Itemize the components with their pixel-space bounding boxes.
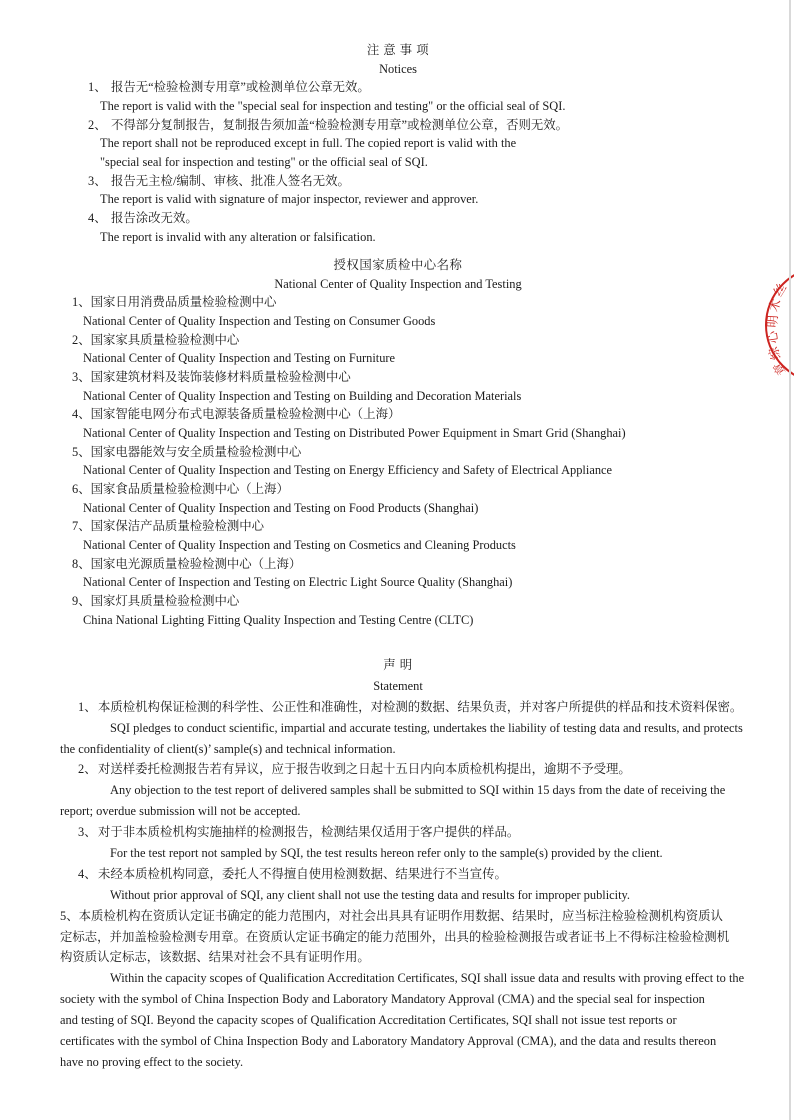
notice-item-en: The report is valid with signature of major inspector, reviewer and approver. bbox=[100, 192, 479, 207]
centers-title-zh: 授权国家质检中心名称 bbox=[333, 258, 463, 272]
center-item-en: National Center of Quality Inspection and Testing on Furniture bbox=[83, 351, 396, 366]
center-item-zh: 1、国家日用消费品质量检验检测中心 bbox=[72, 295, 277, 310]
section-statement bbox=[60, 655, 745, 1073]
statement-item-en: Without prior approval of SQI, any client shall not use the testing data and results for improper publicity. bbox=[110, 887, 631, 902]
notice-item-zh bbox=[60, 116, 736, 135]
statement-item-zh: 定标志，并加盖检验检测专用章。在资质认定证书确定的能力范围外，出具的检验检测报告或者证书上不得标注检验检测机 bbox=[60, 929, 730, 944]
notices-title-zh: 注 意 事 项 bbox=[366, 43, 430, 57]
list-number: 2、 bbox=[88, 117, 107, 132]
statement-item-zh-text: 对于非本质检机构实施抽样的检测报告，检测结果仅适用于客户提供的样品。 bbox=[98, 825, 520, 840]
notice-item-en: The report shall not be reproduced except in full. The copied report is valid with the bbox=[100, 136, 517, 151]
notice-item-zh bbox=[60, 172, 736, 191]
notice-item-en: "special seal for inspection and testing" or the official seal of SQI. bbox=[100, 155, 428, 170]
center-item-zh: 2、国家家具质量检验检测中心 bbox=[72, 332, 240, 347]
notice-item-zh-text: 报告无“检验检测专用章”或检测单位公章无效。 bbox=[111, 80, 370, 95]
notice-item-zh-text: 报告无主检/编制、审核、批准人签名无效。 bbox=[111, 173, 350, 188]
list-number: 1、 bbox=[78, 699, 97, 714]
center-item-zh: 9、国家灯具质量检验检测中心 bbox=[72, 594, 240, 609]
notice-item-zh-text: 报告涂改无效。 bbox=[111, 211, 198, 226]
page-right-edge bbox=[789, 0, 791, 1120]
center-item-zh: 3、国家建筑材料及装饰装修材料质量检验检测中心 bbox=[72, 370, 351, 385]
center-item-en: National Center of Quality Inspection and Testing on Food Products (Shanghai) bbox=[83, 500, 479, 515]
statement-item-en: SQI pledges to conduct scientific, impartial and accurate testing, undertakes the liability of testing data and results, and protects bbox=[110, 720, 743, 735]
seal-character: 综 bbox=[766, 345, 784, 362]
statement-item-zh bbox=[60, 759, 736, 780]
statement-item-en: report; overdue submission will not be accepted. bbox=[60, 804, 301, 819]
center-item-en: National Center of Quality Inspection and Testing on Distributed Power Equipment in Smart Grid (Shanghai) bbox=[83, 426, 626, 441]
section-notices bbox=[60, 41, 736, 246]
statement-item-en: and testing of SQI. Beyond the capacity scopes of Qualification Accreditation Certificates, SQI shall not issue test reports or bbox=[60, 1013, 677, 1028]
statement-item-zh bbox=[60, 864, 736, 885]
statement-item-en: Any objection to the test report of delivered samples shall be submitted to SQI within 15 days from the date of receiving the bbox=[110, 783, 726, 798]
statement-item-zh-text: 对送样委托检测报告若有异议，应于报告收到之日起十五日内向本质检机构提出，逾期不予受理。 bbox=[98, 762, 631, 777]
seal-character: 明 bbox=[765, 314, 781, 328]
statement-title-zh: 声 明 bbox=[383, 658, 413, 672]
center-item-zh: 7、国家保洁产品质量检验检测中心 bbox=[72, 519, 265, 534]
list-number: 2、 bbox=[78, 762, 97, 777]
statement-title-en: Statement bbox=[373, 678, 423, 693]
statement-item-en: Within the capacity scopes of Qualification Accreditation Certificates, SQI shall issue data and results with proving effect to the bbox=[110, 971, 745, 986]
seal-character: 章 bbox=[770, 359, 790, 378]
statement-item-zh bbox=[60, 822, 736, 843]
notice-item-en: The report is invalid with any alteration or falsification. bbox=[100, 229, 376, 244]
seal-character: 术 bbox=[766, 297, 784, 314]
seal-character: 丝 bbox=[770, 281, 790, 300]
statement-item-en: have no proving effect to the society. bbox=[60, 1054, 244, 1069]
center-item-zh: 6、国家食品质量检验检测中心（上海） bbox=[72, 482, 289, 497]
statement-item-zh-text: 本质检机构保证检测的科学性、公正性和准确性，对检测的数据、结果负责，并对客户所提供的样品和技术资料保密。 bbox=[98, 699, 743, 714]
center-item-en: National Center of Inspection and Testing on Electric Light Source Quality (Shanghai) bbox=[83, 575, 513, 590]
seal-character: 心 bbox=[765, 330, 781, 345]
statement-item-zh: 5、本质检机构在资质认定证书确定的能力范围内，对社会出具具有证明作用数据、结果时，应当标注检验检测机构资质认 bbox=[60, 908, 723, 923]
list-number: 3、 bbox=[78, 825, 97, 840]
statement-item-en: the confidentiality of client(s)’ sample(s) and technical information. bbox=[60, 741, 396, 756]
statement-item-en: certificates with the symbol of China Inspection Body and Laboratory Mandatory Approval (CMA), and the data and results thereon bbox=[60, 1034, 717, 1049]
list-number: 4、 bbox=[78, 866, 97, 881]
notice-item-zh-text: 不得部分复制报告，复制报告须加盖“检验检测专用章”或检测单位公章，否则无效。 bbox=[111, 117, 569, 132]
center-item-zh: 4、国家智能电网分布式电源装备质量检验检测中心（上海） bbox=[72, 407, 401, 422]
center-item-zh: 5、国家电器能效与安全质量检验检测中心 bbox=[72, 444, 302, 459]
center-item-en: National Center of Quality Inspection and Testing on Cosmetics and Cleaning Products bbox=[83, 538, 516, 553]
section-centers bbox=[60, 256, 736, 629]
center-item-zh: 8、国家电光源质量检验检测中心（上海） bbox=[72, 556, 302, 571]
center-item-en: China National Lighting Fitting Quality Inspection and Testing Centre (CLTC) bbox=[83, 612, 474, 627]
statement-item-zh bbox=[60, 697, 743, 718]
list-number: 4、 bbox=[88, 211, 107, 226]
list-number: 1、 bbox=[88, 80, 107, 95]
center-item-en: National Center of Quality Inspection and Testing on Building and Decoration Materials bbox=[83, 388, 522, 403]
list-number: 3、 bbox=[88, 173, 107, 188]
statement-item-en: society with the symbol of China Inspection Body and Laboratory Mandatory Approval (CMA) and the special seal for inspection bbox=[60, 992, 705, 1007]
statement-item-zh-text: 未经本质检机构同意，委托人不得擅自使用检测数据、结果进行不当宣传。 bbox=[98, 866, 507, 881]
center-item-en: National Center of Quality Inspection and Testing on Energy Efficiency and Safety of Electrical Appliance bbox=[83, 463, 613, 478]
center-item-en: National Center of Quality Inspection and Testing on Consumer Goods bbox=[83, 314, 436, 329]
statement-item-en: For the test report not sampled by SQI, the test results hereon refer only to the sample(s) provided by the client. bbox=[110, 846, 663, 861]
statement-item-zh: 构资质认定标志，该数据、结果对社会不具有证明作用。 bbox=[60, 950, 370, 965]
centers-title-en: National Center of Quality Inspection and Testing bbox=[274, 276, 522, 291]
notice-item-zh bbox=[60, 209, 736, 228]
notice-item-en: The report is valid with the "special seal for inspection and testing" or the official seal of SQI. bbox=[100, 99, 566, 114]
notices-title-en: Notices bbox=[379, 61, 417, 76]
notice-item-zh bbox=[60, 78, 736, 97]
